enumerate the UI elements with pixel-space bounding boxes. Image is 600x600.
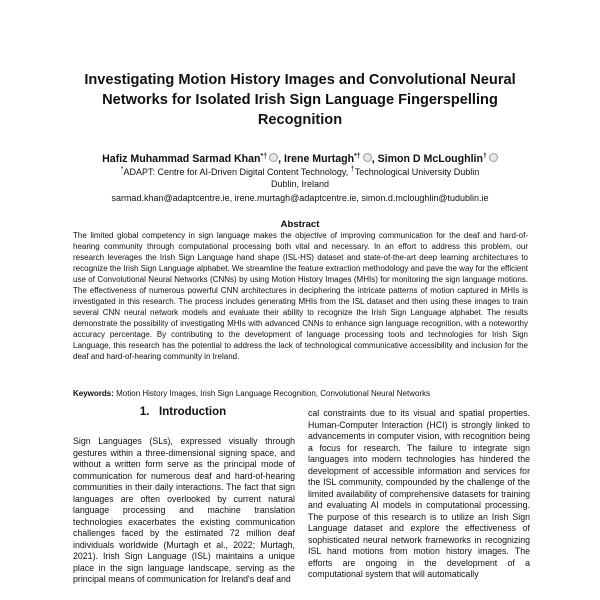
section-number: 1. (139, 406, 150, 418)
author-marks: *† (260, 153, 268, 160)
orcid-icon[interactable] (363, 153, 372, 162)
affiliations (60, 166, 540, 190)
author-marks: *† (354, 153, 361, 160)
affiliation-2: Technological University Dublin (354, 167, 480, 177)
keywords-label: Keywords: (73, 389, 114, 398)
affiliation-mark: * (120, 166, 124, 173)
author-marks: † (482, 153, 487, 160)
affiliation-mark: † (350, 166, 355, 173)
author-name: Irene Murtagh (284, 153, 355, 165)
author-name: Simon D McLoughlin (377, 153, 483, 165)
body-column-right: cal constraints due to its visual and spatial properties. Human-Computer Interaction (HCI) is strongly linked to advancements in computer vision, with recognition being a focus for research. The failure to integrate sign languages into modern technologies has hindered the development of accessible information and services for the ISL community, compounded by the challenge of the limited availability of comprehensive datasets for training and evaluating AI models in computational processing. The purpose of this research is to utilize an Irish Sign Language dataset and explore the effectiveness of sophisticated neural network frameworks in recognizing ISL hand motions from motion history images. The efforts are ongoing in the development of a computational system that will automatically (308, 408, 530, 579)
orcid-icon[interactable] (269, 153, 278, 162)
section-heading (73, 404, 293, 420)
author-line: Hafiz Muhammad Sarmad Khan*† , Irene Murtagh*† , Simon D McLoughlin† (40, 152, 560, 166)
section-title: Introduction (159, 406, 227, 418)
paper-title: Investigating Motion History Images and Convolutional Neural Networks for Isolated Irish Sign Language Fingerspelling Recognition (84, 72, 516, 128)
abstract-body: The limited global competency in sign language makes the objective of improving communication for the deaf and hard-of-hearing community through computational processing both vital and necessary. In an effort to address this problem, our research leverages the Irish Sign Language hand shape (ISL-HS) dataset and state-of-the-art deep learning architectures to recognize the Irish Sign Language alphabet. We streamline the feature extraction methodology and pave the way for the efficient use of Convolutional Neural Networks (CNNs) by using Motion History Images (MHIs) for monitoring the sign language motions. The effectiveness of numerous powerful CNN architectures in deciphering the intricate patterns of motion captured in MHIs is investigated in this research. The process includes generating MHIs from the ISL dataset and then using these images to train several CNN neural network models and evaluate their ability to recognize the Irish Sign Language alphabet. The results demonstrate the possibility of investigating MHIs with advanced CNNs to enhance sign language recognition, with a noteworthy accuracy percentage. By contributing to the development of language processing tools and technologies for Irish Sign Language, this research has the potential to address the lack of technological communicative accessibility and inclusion for the deaf and hard-of-hearing community in Ireland. (73, 231, 528, 361)
keywords (73, 388, 528, 399)
author-name: Hafiz Muhammad Sarmad Khan (102, 153, 261, 165)
orcid-icon[interactable] (489, 153, 498, 162)
affiliation-1: ADAPT: Centre for AI-Driven Digital Content Technology, (123, 167, 349, 177)
affiliation-city: Dublin, Ireland (270, 179, 330, 189)
author-emails[interactable]: sarmad.khan@adaptcentre.ie, irene.murtagh@adaptcentre.ie, simon.d.mcloughlin@tudublin.ie (111, 193, 489, 203)
abstract-heading: Abstract (280, 219, 320, 230)
body-column-left: Sign Languages (SLs), expressed visually through gestures within a three-dimensional signing space, and without a written form serve as the principal mode of communication for numerous deaf and hard-of-hearing communities in their daily interactions. The fact that sign languages are often overlooked by current natural language processing and machine translation technologies exacerbates the existing communication challenges faced by the estimated 72 million deaf individuals worldwide (Murtagh et al., 2022; Murtagh, 2021). Irish Sign Language (ISL) maintains a unique place in the sign language landscape, serving as the principal means of communication for Ireland's deaf and (73, 436, 295, 584)
keywords-list: Motion History Images, Irish Sign Language Recognition, Convolutional Neural Networks (116, 389, 431, 398)
